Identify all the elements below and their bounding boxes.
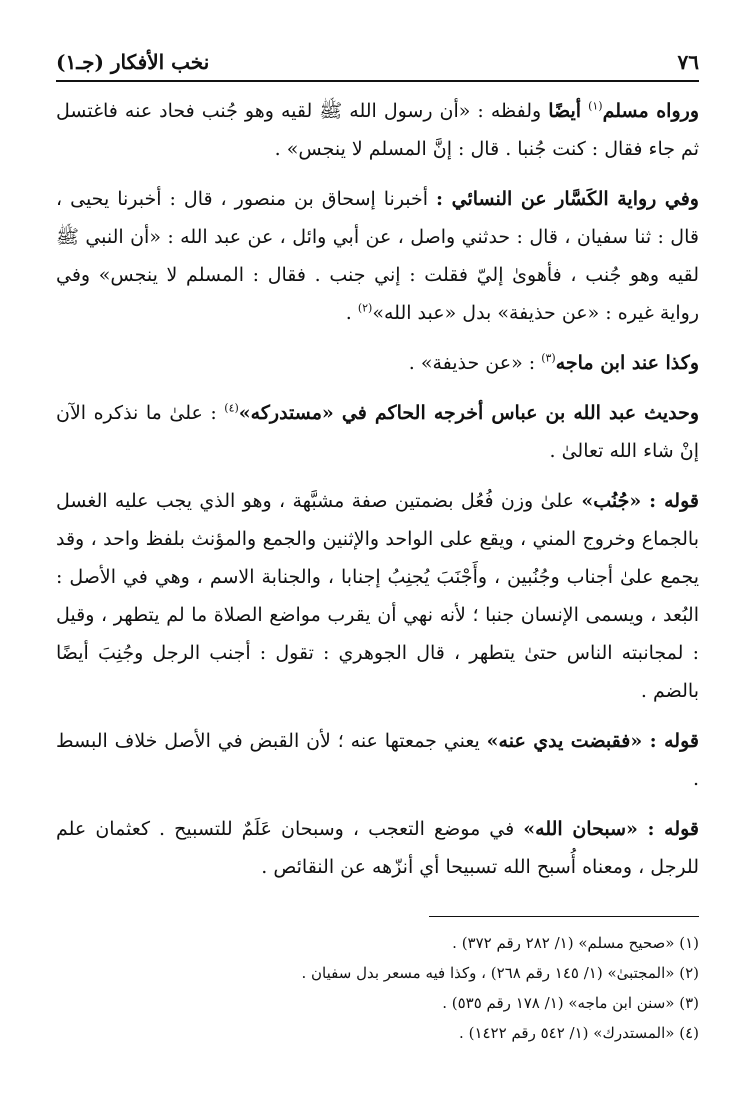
paragraph-1 bbox=[56, 92, 699, 168]
bold-lead: قوله : «جُنُب» bbox=[581, 490, 699, 512]
main-text bbox=[56, 92, 699, 898]
footnotes bbox=[56, 928, 699, 1048]
footnote: (١) «صحيح مسلم» (١/ ٢٨٢ رقم ٣٧٢) . bbox=[452, 934, 699, 952]
paragraph-2 bbox=[56, 180, 699, 332]
header-divider bbox=[56, 80, 699, 82]
footnote: (٢) «المجتبىٰ» (١/ ١٤٥ رقم ٢٦٨) ، وكذا فيه مسعر بدل سفيان . bbox=[301, 964, 699, 982]
paragraph-text: . bbox=[345, 302, 358, 324]
paragraph-5 bbox=[56, 482, 699, 710]
footnote: (٣) «سنن ابن ماجه» (١/ ١٧٨ رقم ٥٣٥) . bbox=[442, 994, 699, 1012]
paragraph-text: : علىٰ ما نذكره الآن إنْ شاء الله تعالىٰ . bbox=[56, 402, 699, 462]
paragraph-text: ولفظه : «أن رسول الله ﷺ لقيه وهو جُنب فحاد عنه فاغتسل ثم جاء فقال : كنت جُنبا . قال : إنَّ المسلم لا ينجس» . bbox=[56, 100, 699, 160]
footnote-ref: (٢) bbox=[357, 301, 373, 315]
paragraph-text: في موضع التعجب ، وسبحان عَلَمٌ للتسبيح . كعثمان علم للرجل ، ومعناه أُسبح الله تسبيحا أي أنزّهه عن النقائص . bbox=[56, 818, 699, 878]
page-number: ٧٦ bbox=[677, 50, 699, 74]
bold-lead: ورواه مسلم bbox=[602, 100, 699, 122]
footnote-ref: (٤) bbox=[224, 401, 239, 415]
paragraph-text: : «عن حذيفة» . bbox=[408, 352, 542, 374]
paragraph-text: أخبرنا إسحاق بن منصور ، قال : أخبرنا يحيى ، قال : ثنا سفيان ، قال : حدثني واصل ، عن أبي وائل ، عن عبد الله : «أن النبي ﷺ لقيه وهو جُنب ، فأهوىٰ إليّ فقلت : إني جنب . فقال : المسلم لا ينجس» وفي رواية غيره : «عن حذيفة» بدل «عبد الله» bbox=[56, 188, 699, 324]
bold-lead: أيضًا bbox=[548, 100, 582, 122]
paragraph-4 bbox=[56, 394, 699, 470]
book-page bbox=[56, 0, 699, 1105]
bold-lead: وحديث عبد الله بن عباس أخرجه الحاكم في «مستدركه» bbox=[238, 402, 700, 424]
paragraph-7 bbox=[56, 810, 699, 886]
paragraph-6 bbox=[56, 722, 699, 798]
bold-lead: قوله : «فقبضت يدي عنه» bbox=[486, 730, 699, 752]
paragraph-text: يعني جمعتها عنه ؛ لأن القبض في الأصل خلاف البسط . bbox=[56, 730, 699, 790]
bold-lead: وكذا عند ابن ماجه bbox=[555, 352, 699, 374]
paragraph-text: علىٰ وزن فُعُل بضمتين صفة مشبَّهة ، وهو الذي يجب عليه الغسل بالجماع وخروج المني ، ويقع على الواحد والإثنين والجمع والمؤنث بلفظ واحد ، وقد يجمع علىٰ أجناب وجُنُبين ، وأَجْنَبَ يُجنِبُ إجنابا ، والجنابة الاسم ، وهي في الأصل : البُعد ، ويسمى الإنسان جنبا ؛ لأنه نهي أن يقرب مواضع الصلاة ما لم يتطهر ، وقيل : لمجانبته الناس حتىٰ يتطهر ، قال الجوهري : تقول : أجنب الرجل وجُنِبَ أيضًا بالضم . bbox=[56, 490, 699, 702]
bold-lead: قوله : «سبحان الله» bbox=[523, 818, 699, 840]
page-header bbox=[56, 38, 699, 74]
bold-lead: وفي رواية الكَسَّار عن النسائي : bbox=[436, 188, 699, 210]
footnote: (٤) «المستدرك» (١/ ٥٤٢ رقم ١٤٢٢) . bbox=[459, 1024, 699, 1042]
footnote-divider bbox=[429, 916, 699, 917]
paragraph-3 bbox=[56, 344, 699, 382]
footnote-ref: (٣) bbox=[541, 351, 556, 365]
footnote-ref: (١) bbox=[588, 99, 603, 113]
book-title: نخب الأفكار (جـ١) bbox=[56, 50, 210, 74]
